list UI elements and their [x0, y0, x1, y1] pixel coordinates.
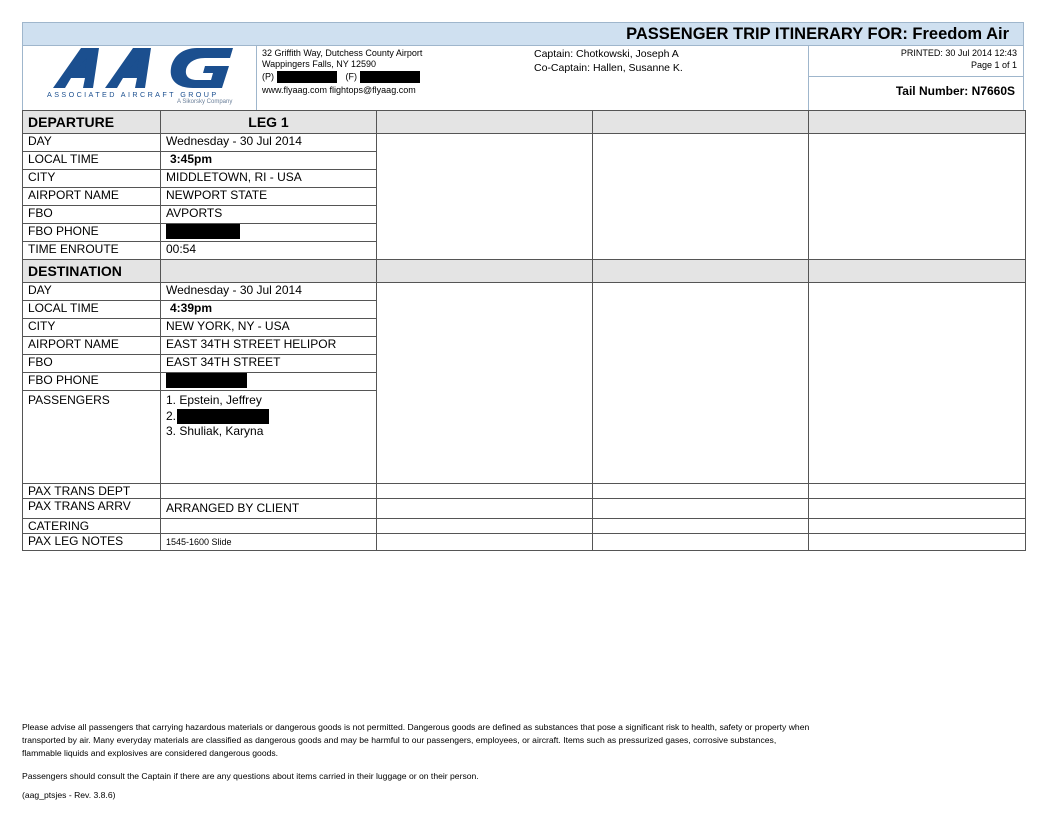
passenger-list — [161, 391, 377, 484]
notice-line-4: Passengers should consult the Captain if there are any questions about items carried in their luggage or on their person. — [22, 771, 479, 781]
print-info-divider — [808, 46, 809, 110]
tail-number: Tail Number: N7660S — [895, 84, 1015, 98]
row-label: DAY — [23, 134, 161, 152]
row-label: PAX TRANS ARRV — [23, 499, 161, 519]
passengers-label: PASSENGERS — [23, 391, 161, 484]
row-value: 1545-1600 Slide — [161, 534, 377, 551]
row-value: 3:45pm — [161, 152, 377, 170]
row-value: Wednesday - 30 Jul 2014 — [161, 283, 377, 301]
phone-redaction — [277, 71, 337, 83]
row-value: EAST 34TH STREET — [161, 355, 377, 373]
row-value: NEW YORK, NY - USA — [161, 319, 377, 337]
co-captain-name: Co-Captain: Hallen, Susanne K. — [534, 62, 683, 74]
aag-logo-icon — [47, 46, 247, 90]
table-row — [23, 484, 1026, 499]
fax-redaction — [360, 71, 420, 83]
row-label: CITY — [23, 319, 161, 337]
logo-tagline: A Sikorsky Company — [177, 99, 233, 105]
row-label: DAY — [23, 283, 161, 301]
phone-label: (P) — [262, 71, 274, 82]
row-label: FBO — [23, 206, 161, 224]
title-bar — [22, 22, 1024, 46]
row-label: PAX LEG NOTES — [23, 534, 161, 551]
header-divider — [256, 46, 257, 110]
fax-label: (F) — [345, 71, 358, 82]
row-label: PAX TRANS DEPT — [23, 484, 161, 499]
row-label: CATERING — [23, 519, 161, 534]
row-value: 4:39pm — [161, 301, 377, 319]
departure-section-label: DEPARTURE — [23, 111, 161, 134]
page-title: PASSENGER TRIP ITINERARY FOR: Freedom Air — [626, 25, 1009, 43]
page-number: Page 1 of 1 — [970, 60, 1017, 70]
passenger-item: 3. Shuliak, Karyna — [166, 424, 264, 438]
row-value: Wednesday - 30 Jul 2014 — [161, 134, 377, 152]
notice-line-2: transported by air. Many everyday materials are classified as dangerous goods and may be harmful to our passengers, employees, or aircraft. Items such as pressurized gases, corrosive substances, — [22, 735, 777, 745]
passenger-item: 1. Epstein, Jeffrey — [166, 393, 262, 407]
company-address-line1: 32 Griffith Way, Dutchess County Airport — [262, 48, 423, 58]
itinerary-table — [22, 110, 1026, 551]
table-row — [23, 134, 1026, 152]
row-value — [161, 373, 377, 391]
table-row — [23, 499, 1026, 519]
row-label: TIME ENROUTE — [23, 242, 161, 260]
company-phone-line — [262, 71, 420, 83]
passenger-redaction — [177, 409, 269, 424]
row-label: LOCAL TIME — [23, 301, 161, 319]
row-value: NEWPORT STATE — [161, 188, 377, 206]
row-label: FBO — [23, 355, 161, 373]
destination-header-row — [23, 260, 1026, 283]
row-value — [161, 224, 377, 242]
logo-subtitle: ASSOCIATED AIRCRAFT GROUP — [47, 90, 219, 99]
row-value: MIDDLETOWN, RI - USA — [161, 170, 377, 188]
captain-name: Captain: Chotkowski, Joseph A — [534, 48, 679, 60]
row-value: 00:54 — [161, 242, 377, 260]
passenger-item: 2. — [166, 409, 371, 425]
table-row — [23, 283, 1026, 301]
row-label: FBO PHONE — [23, 373, 161, 391]
destination-section-label: DESTINATION — [23, 260, 161, 283]
row-value: ARRANGED BY CLIENT — [161, 499, 377, 519]
leg-label: LEG 1 — [161, 111, 377, 134]
notice-line-1: Please advise all passengers that carrying hazardous materials or dangerous goods is not permitted. Dangerous goods are defined as substances that pose a significant risk to health, safety or property when — [22, 722, 810, 732]
company-web: www.flyaag.com flightops@flyaag.com — [262, 85, 416, 95]
row-value — [161, 519, 377, 534]
row-label: FBO PHONE — [23, 224, 161, 242]
revision-label: (aag_ptsjes - Rev. 3.8.6) — [22, 790, 116, 800]
row-value: AVPORTS — [161, 206, 377, 224]
row-label: AIRPORT NAME — [23, 188, 161, 206]
row-value: EAST 34TH STREET HELIPOR — [161, 337, 377, 355]
row-label: CITY — [23, 170, 161, 188]
notice-line-3: flammable liquids and explosives are considered dangerous goods. — [22, 748, 279, 758]
departure-header-row — [23, 111, 1026, 134]
row-value — [161, 484, 377, 499]
table-row — [23, 534, 1026, 551]
row-label: LOCAL TIME — [23, 152, 161, 170]
header-block — [22, 46, 1024, 110]
row-label: AIRPORT NAME — [23, 337, 161, 355]
print-info-rule — [808, 76, 1024, 77]
printed-date: PRINTED: 30 Jul 2014 12:43 — [900, 48, 1017, 58]
fbo-phone-redaction — [166, 373, 247, 388]
table-row — [23, 519, 1026, 534]
fbo-phone-redaction — [166, 224, 240, 239]
company-address-line2: Wappingers Falls, NY 12590 — [262, 59, 377, 69]
company-logo — [47, 46, 247, 108]
